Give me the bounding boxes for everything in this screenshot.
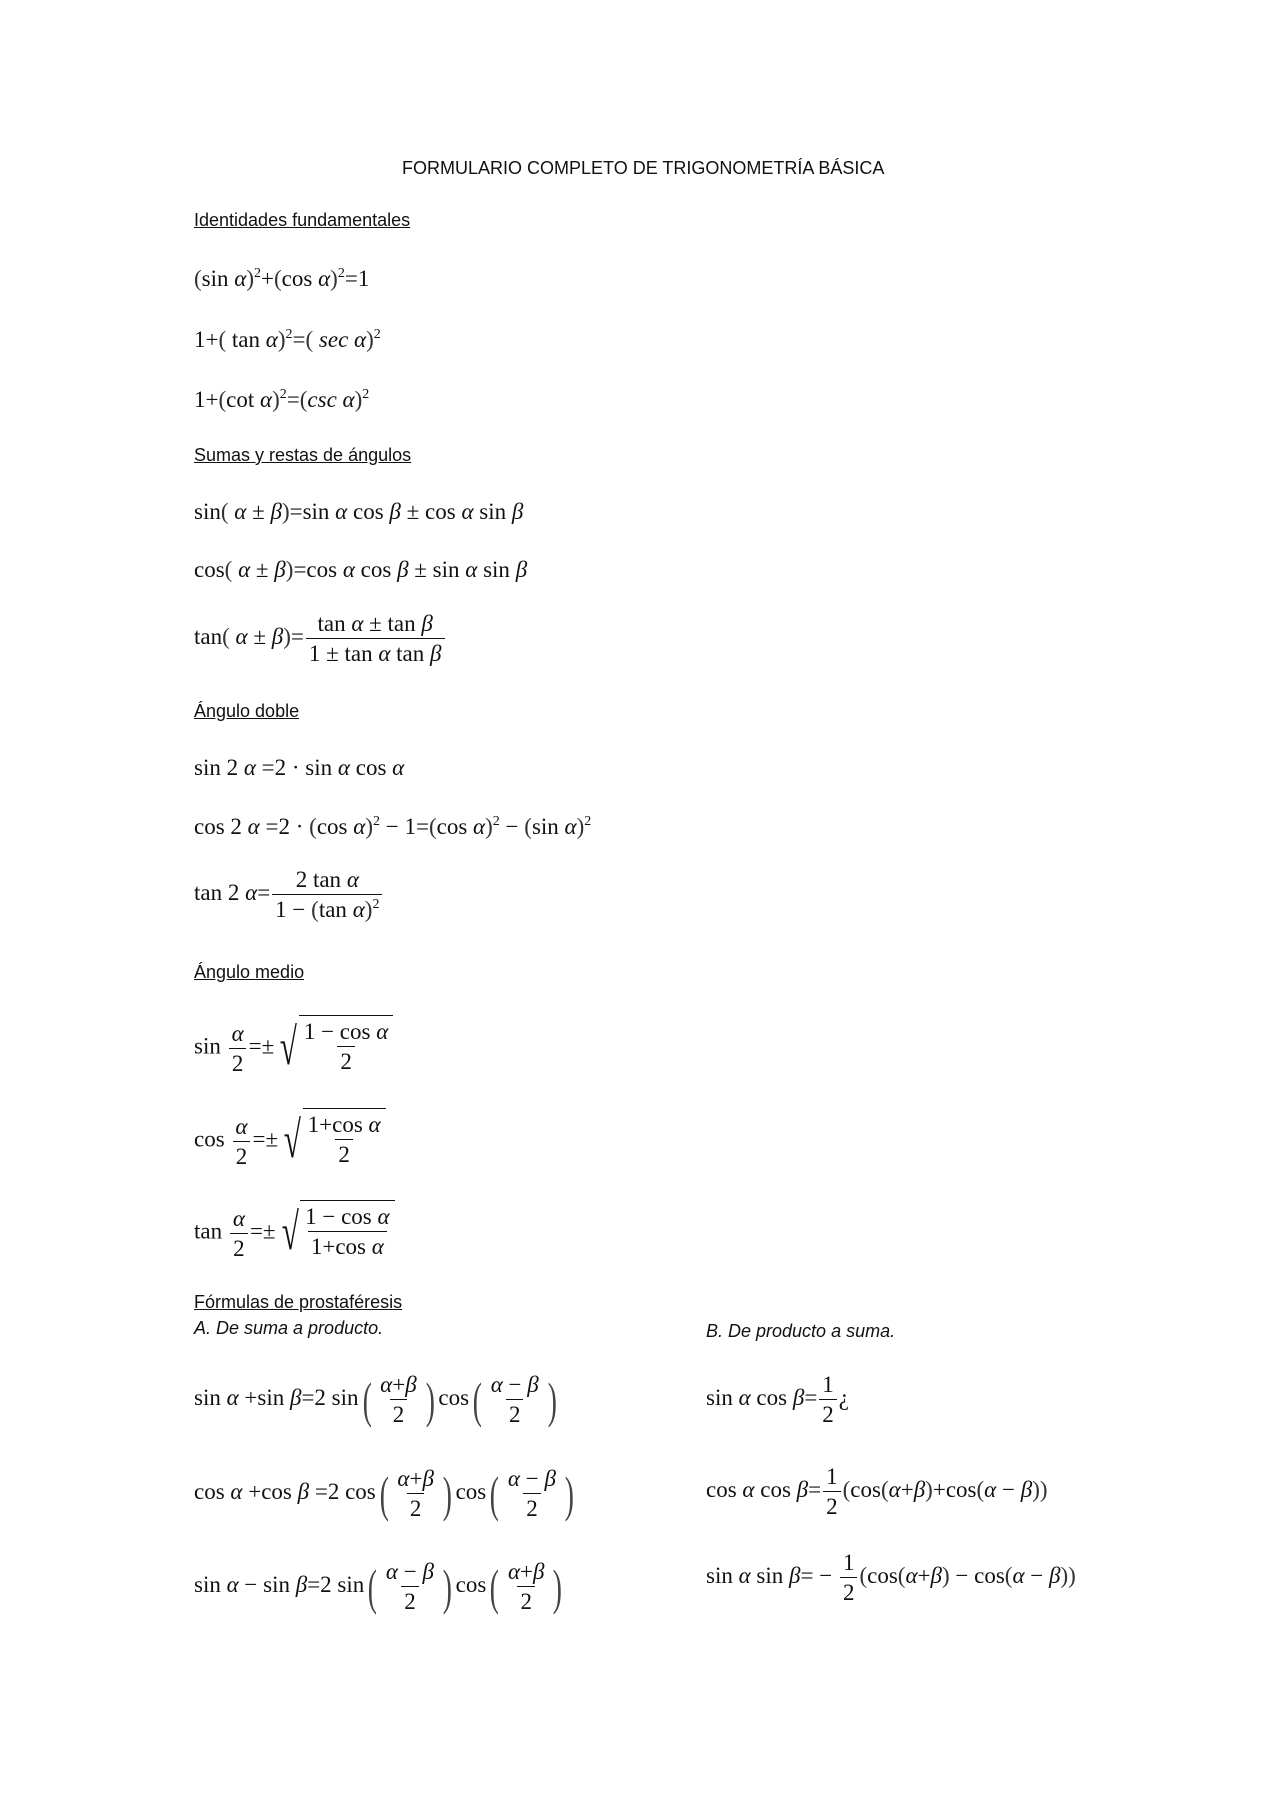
formula-cot-csc: 1+(cot α)$^2$=(csc α)$^2$ — [194, 387, 370, 412]
section-heading-prostaferesis: Fórmulas de prostaféresis — [194, 1292, 403, 1312]
formula-cos-half: cos $\frac{\alpha}{2}$ =± √ $\frac{\text{1+cos α}}{2}$ — [194, 1108, 386, 1174]
formula-product-to-sum-sinsin: sin α sin β= − $\frac{1}{2}$ (cos(α+β) − cos(α − β)) — [706, 1550, 1076, 1605]
formula-tan-double: tan 2 α= $\frac{\text{2 tan α}}{1 - (\tan \alpha)^2}$ — [194, 868, 384, 921]
section-heading-fundamentales: Identidades fundamentales — [194, 210, 411, 230]
subsection-a: A. De suma a producto. — [194, 1318, 384, 1338]
formula-tan-sum: tan( α ± β)= $\frac{\text{tan α ± tan β}}{\text{1 ± tan α tan β}}$ — [194, 612, 447, 665]
section-heading-sumas: Sumas y restas de ángulos — [194, 445, 412, 465]
formula-cos-sum: cos( α ± β)=cos α cos β ± sin α sin β — [194, 557, 528, 582]
section-heading-medio: Ángulo medio — [194, 962, 305, 982]
formula-product-to-sum-sincos: sin α cos β= $\frac{1}{2}$ ¿ — [706, 1372, 850, 1427]
section-heading-doble: Ángulo doble — [194, 701, 300, 721]
formula-diff-to-product-sin: sin α − sin β=2 sin( $\frac{\alpha - \beta}{2}$ ) cos( $\frac{\alpha+\beta}{2}$ ) — [194, 1558, 563, 1615]
subsection-b: B. De producto a suma. — [706, 1321, 896, 1341]
formula-sin-sum: sin( α ± β)=sin α cos β ± cos α sin β — [194, 499, 524, 524]
formula-cos-double: cos 2 α =2 · (cos α)$^2$ − 1=(cos α)$^2$ − (sin α)$^2$ — [194, 814, 592, 839]
formula-tan-half: tan $\frac{\alpha}{2}$ =± √ $\frac{\text{1 − cos α}}{\text{1+cos α}}$ — [194, 1200, 395, 1266]
formula-sum-to-product-sin: sin α +sin β=2 sin( $\frac{\alpha+\beta}{2}$ ) cos( $\frac{\alpha - \beta}{2}$ ) — [194, 1371, 557, 1428]
trailing-glyph: ¿ — [838, 1384, 850, 1410]
page-title: FORMULARIO COMPLETO DE TRIGONOMETRÍA BÁSICA — [402, 158, 885, 178]
formula-sin-double: sin 2 α =2 · sin α cos α — [194, 755, 405, 780]
formula-tan-sec: 1+( tan α)$^2$=( sec α)$^2$ — [194, 327, 381, 352]
formula-pythagorean: (sin α)$^2$+(cos α)$^2$=1 — [194, 266, 370, 291]
formula-sin-half: sin $\frac{\alpha}{2}$ =± √ $\frac{\text{1 − cos α}}{2}$ — [194, 1015, 393, 1081]
formula-sum-to-product-cos: cos α +cos β =2 cos( $\frac{\alpha+\beta}{2}$ ) cos( $\frac{\alpha - \beta}{2}$ ) — [194, 1465, 574, 1522]
formula-product-to-sum-coscos: cos α cos β= $\frac{1}{2}$ (cos(α+β)+cos(α − β)) — [706, 1464, 1048, 1519]
